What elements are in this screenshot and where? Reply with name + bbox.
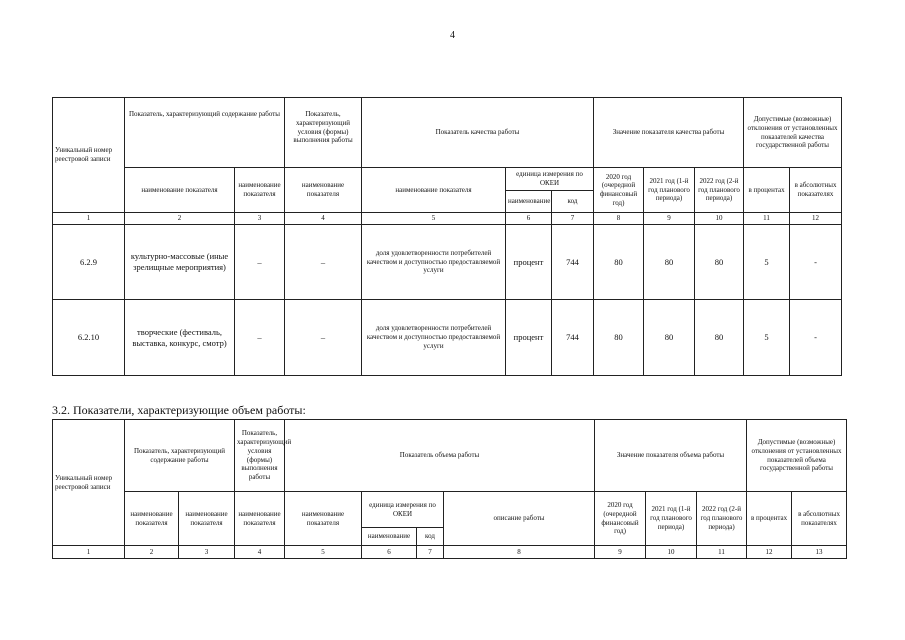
- row-condition: –: [235, 225, 285, 300]
- column-number: 9: [644, 213, 695, 225]
- header-absolute: в абсолютных показателях: [790, 168, 842, 213]
- row-value-2021: 80: [644, 300, 695, 376]
- column-number: 8: [444, 546, 595, 559]
- header-quality: Показатель качества работы: [362, 98, 594, 168]
- column-number: 13: [792, 546, 847, 559]
- header-name: наименование показателя: [125, 168, 235, 213]
- header-unit-name: наименование: [506, 191, 552, 213]
- row-value-2020: 80: [594, 225, 644, 300]
- column-number: 8: [594, 213, 644, 225]
- header-unit-code: код: [417, 528, 444, 546]
- header-year-2022: 2022 год (2-й год планового периода): [697, 492, 747, 546]
- header-code: Уникальный номер реестровой записи: [53, 420, 125, 546]
- header-conditions: Показатель, характеризующий условия (формы) выполнения работы: [285, 98, 362, 168]
- row-indicator: доля удовлетворенности потребителей качеством и доступностью предоставляемой услуги: [362, 300, 506, 376]
- header-year-2022: 2022 год (2-й год планового периода): [695, 168, 744, 213]
- header-name: наименование показателя: [285, 492, 362, 546]
- row-value-2021: 80: [644, 225, 695, 300]
- header-name: наименование показателя: [235, 492, 285, 546]
- column-number: 11: [744, 213, 790, 225]
- row-unit: процент: [506, 300, 552, 376]
- header-year-2020: 2020 год (очередной финансовый год): [594, 168, 644, 213]
- header-name: наименование показателя: [235, 168, 285, 213]
- row-value-2020: 80: [594, 300, 644, 376]
- row-code: 6.2.9: [53, 225, 125, 300]
- column-number: 12: [790, 213, 842, 225]
- column-number: 5: [285, 546, 362, 559]
- header-description: описание работы: [444, 492, 595, 546]
- page-number: 4: [450, 30, 455, 41]
- header-volume: Показатель объема работы: [285, 420, 595, 492]
- header-unit-code: код: [552, 191, 594, 213]
- header-percent: в процентах: [744, 168, 790, 213]
- table-row: [53, 300, 842, 376]
- column-number: 2: [125, 213, 235, 225]
- row-absolute: -: [790, 300, 842, 376]
- column-numbers-row: [53, 213, 842, 225]
- column-number: 4: [235, 546, 285, 559]
- column-number: 6: [506, 213, 552, 225]
- column-number: 11: [697, 546, 747, 559]
- row-content: творческие (фестиваль, выставка, конкурс, смотр): [125, 300, 235, 376]
- header-year-2021: 2021 год (1-й год планового периода): [644, 168, 695, 213]
- row-value-2022: 80: [695, 225, 744, 300]
- header-deviation: Допустимые (возможные) отклонения от установленных показателей качества государственной работы: [744, 98, 842, 168]
- header-year-2020: 2020 год (очередной финансовый год): [595, 492, 646, 546]
- header-unit: единица измерения по ОКЕИ: [506, 168, 594, 191]
- header-absolute: в абсолютных показателях: [792, 492, 847, 546]
- header-conditions: Показатель, характеризующий условия (формы) выполнения работы: [235, 420, 285, 492]
- row-value-2022: 80: [695, 300, 744, 376]
- header-content: Показатель, характеризующий содержание работы: [125, 420, 235, 492]
- header-name: наименование показателя: [125, 492, 179, 546]
- row-condition: –: [285, 225, 362, 300]
- row-content: культурно-массовые (иные зрелищные мероприятия): [125, 225, 235, 300]
- column-number: 3: [235, 213, 285, 225]
- column-number: 10: [646, 546, 697, 559]
- table-row: [53, 225, 842, 300]
- column-number: 4: [285, 213, 362, 225]
- header-percent: в процентах: [747, 492, 792, 546]
- column-number: 1: [53, 213, 125, 225]
- header-code: Уникальный номер реестровой записи: [53, 98, 125, 213]
- column-number: 9: [595, 546, 646, 559]
- row-okei: 744: [552, 225, 594, 300]
- row-percent: 5: [744, 225, 790, 300]
- header-content: Показатель, характеризующий содержание работы: [125, 98, 285, 168]
- column-number: 5: [362, 213, 506, 225]
- column-number: 6: [362, 546, 417, 559]
- row-indicator: доля удовлетворенности потребителей качеством и доступностью предоставляемой услуги: [362, 225, 506, 300]
- column-number: 10: [695, 213, 744, 225]
- row-percent: 5: [744, 300, 790, 376]
- row-code: 6.2.10: [53, 300, 125, 376]
- row-condition: –: [285, 300, 362, 376]
- column-number: 2: [125, 546, 179, 559]
- header-name: наименование показателя: [285, 168, 362, 213]
- header-values: Значение показателя объема работы: [595, 420, 747, 492]
- row-unit: процент: [506, 225, 552, 300]
- row-condition: –: [235, 300, 285, 376]
- header-values: Значение показателя качества работы: [594, 98, 744, 168]
- header-unit-name: наименование: [362, 528, 417, 546]
- column-number: 7: [417, 546, 444, 559]
- row-absolute: -: [790, 225, 842, 300]
- header-name: наименование показателя: [179, 492, 235, 546]
- volume-table: [52, 419, 847, 559]
- header-year-2021: 2021 год (1-й год планового периода): [646, 492, 697, 546]
- column-number: 7: [552, 213, 594, 225]
- column-numbers-row: [53, 546, 847, 559]
- header-name: наименование показателя: [362, 168, 506, 213]
- section-title: 3.2. Показатели, характеризующие объем работы:: [52, 403, 306, 417]
- header-unit: единица измерения по ОКЕИ: [362, 492, 444, 528]
- column-number: 12: [747, 546, 792, 559]
- quality-table: [52, 97, 842, 376]
- header-deviation: Допустимые (возможные) отклонения от установленных показателей объема государственной работы: [747, 420, 847, 492]
- column-number: 3: [179, 546, 235, 559]
- column-number: 1: [53, 546, 125, 559]
- row-okei: 744: [552, 300, 594, 376]
